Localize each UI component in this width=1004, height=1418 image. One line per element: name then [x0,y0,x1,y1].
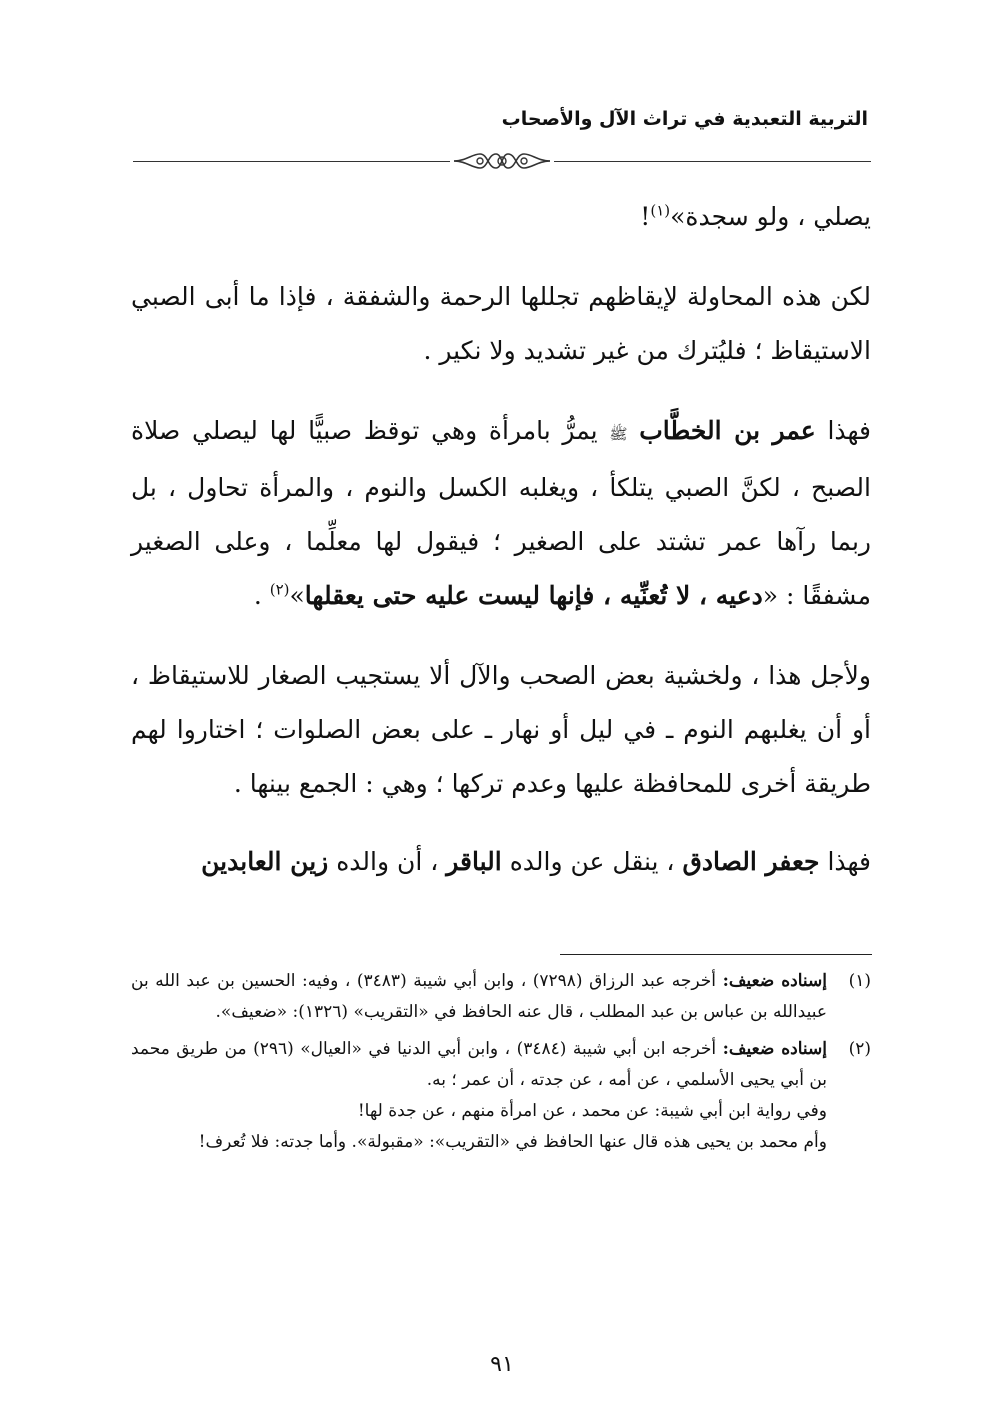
paragraph-4: ولأجل هذا ، ولخشية بعض الصحب والآل ألا يستجيب الصغار للاستيقاظ ، أو أن يغلبهم النوم ـ في ليل أو نهار ـ على بعض الصلوات ؛ اختاروا لهم طريقة أخرى للمحافظة عليها وعدم تركها ؛ وهي : الجمع بينها . [131,661,871,798]
page-number: ٩١ [490,1352,514,1377]
name-baqir: الباقر [446,847,502,876]
footnote-number: (٢) [848,1039,871,1059]
footnote-number: (١) [848,971,871,991]
name-jafar: جعفر الصادق [682,847,820,876]
paragraph-5: فهذا جعفر الصادق ، ينقل عن والده الباقر ، أن والده زين العابدين [201,847,871,876]
main-text [131,190,871,915]
name-zayn: زين العابدين [201,847,329,876]
footnote-ref-1: (١) [650,201,671,220]
paragraph-1: يصلي ، ولو سجدة»$^{(١)}$! [640,201,871,231]
footnote-1: (١) إسناده ضعيف: أخرجه عبد الرزاق (٧٢٩٨) ، وابن أبي شيبة (٣٤٨٣) ، وفيه: الحسين بن عبد الله بن عبيدالله بن عباس بن عبد المطلب ، قال عنه الحافظ في «التقريب» (١٣٢٦): «ضعيف». [131,966,871,1028]
footnotes [131,966,871,1164]
name-umar: عمر بن الخطَّاب [639,416,816,445]
footnote-label: إسناده ضعيف: [722,971,828,991]
footnote-label: إسناده ضعيف: [722,1039,828,1059]
running-title: التربية التعبدية في تراث الآل والأصحاب [501,108,868,130]
honorific-symbol: ﷺ [609,425,628,443]
quote-text: دعيه ، لا تُعنِّيه ، فإنها ليست عليه حتى يعقلها [304,581,763,610]
footnote-2: (٢) إسناده ضعيف: أخرجه ابن أبي شيبة (٣٤٨٤) ، وابن أبي الدنيا في «العيال» (٢٩٦) من طريق محمد بن أبي يحيى الأسلمي ، عن أمه ، عن جدته ، أن عمر ؛ به. وفي رواية ابن أبي شيبة: عن محمد ، عن امرأة منهم ، عن جدة لها! وأم محمد بن يحيى هذه قال عنها الحافظ في «التقريب»: «مقبولة». وأما جدته: فلا تُعرف! [131,1034,871,1158]
paragraph-2: لكن هذه المحاولة لإيقاظهم تجللها الرحمة والشفقة ، فإذا ما أبى الصبي الاستيقاظ ؛ فليُترك من غير تشديد ولا نكير . [131,282,871,365]
paragraph-3: فهذا عمر بن الخطَّاب ﷺ يمرُّ بامرأة وهي توقظ صبيًّا لها ليصلي صلاة الصبح ، لكنَّ الصبي يتلكأ ، ويغلبه الكسل والنوم ، والمرأة تحاول ، بل ربما رآها عمر تشتد على الصغير ؛ فيقول لها معلِّما ، وعلى الصغير مشفقًا : «دعيه ، لا تُعنِّيه ، فإنها ليست عليه حتى يعقلها»$^{(٢)}$ . [131,416,871,610]
ornament-icon [450,146,554,176]
footnote-rule [560,954,872,955]
footnote-ref-2: (٢) [269,580,290,599]
